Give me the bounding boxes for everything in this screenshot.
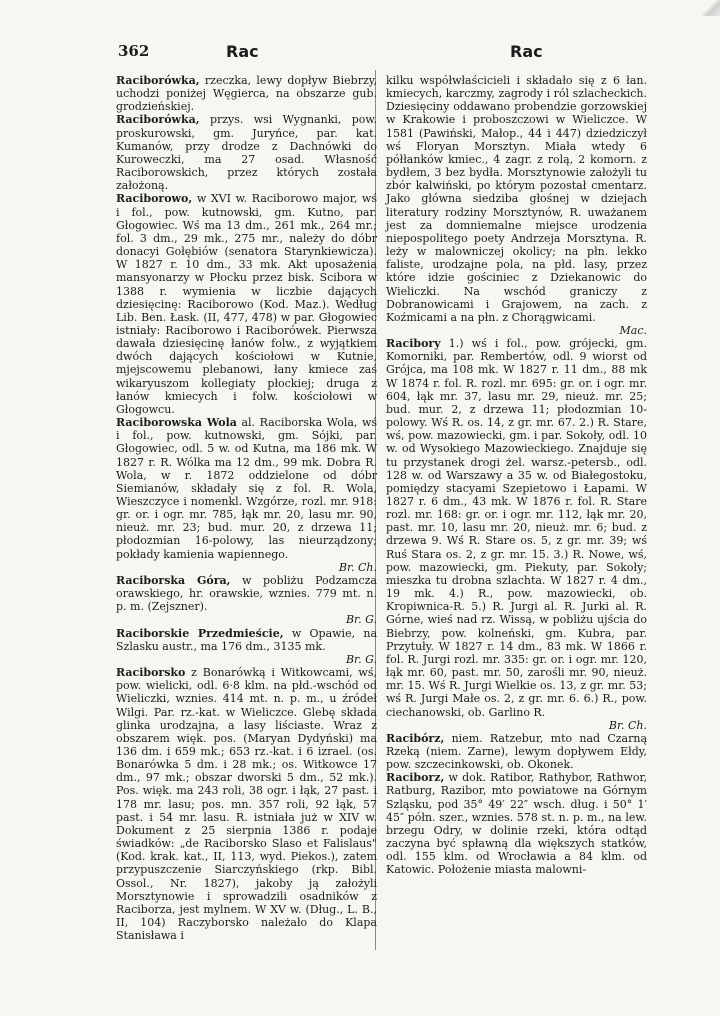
entry <box>386 74 647 337</box>
entry <box>116 192 377 416</box>
entry-body: w dok. Ratibor, Rathybor, Rathwor, Ratburg, Razibor, mto powiatowe na Górnym Szląsku, pod 35° 49′ 22″ wsch. dług. i 50° 1′ 45″ półn. szer., wznies. 578 st. n. p. m., na lew. brzegu Odry, w dolinie rzeki, która odtąd zaczyna być spławną dla większych statków, odl. 155 klm. od Wrocławia a 84 klm. od Katowic. Położenie miasta malowni- <box>386 771 647 877</box>
page-corner <box>702 0 720 16</box>
entry-headword: Raciborskie Przedmieście, <box>116 626 284 640</box>
entry-headword: Raciborowska Wola <box>116 416 237 430</box>
running-head-right: Rac <box>510 42 543 61</box>
page-header <box>0 42 720 64</box>
entry-headword: Racibórz, <box>386 731 445 745</box>
author-signature: Mac. <box>619 323 647 337</box>
entry-headword: Raciborowo, <box>116 192 193 206</box>
author-signature: Br. Ch. <box>608 718 647 732</box>
left-column <box>116 74 377 942</box>
author-signature: Br. G. <box>345 613 377 627</box>
author-signature: Br. Ch. <box>338 560 377 574</box>
entry-body: niem. Ratzebur, mto nad Czarną Rzeką (niem. Zarne), lewym dopływem Ełdy, pow. szczecinkowski, ob. Okonek. <box>386 731 647 772</box>
entry-body: al. Raciborska Wola, wś i fol., pow. kutnowski, gm. Sójki, par. Głogowiec, odl. 5 w. od Kutna, ma 186 mk. W 1827 r. R. Wólka ma 12 dm., 99 mk. Dobra R. Wola, w r. 1872 oddzielone od dóbr Siemianów, składały się z fol. R. Wola, Wieszczyce i nomenkl. Wzgórze, rozl. mr. 918: gr. or. i ogr. mr. 785, łąk mr. 20, lasu mr. 90, nieuż. mr. 23; bud. mur. 20, z drzewa 11; płodozmian 16-polowy, las nieurządzony; pokłady kamienia wapiennego. <box>116 416 377 561</box>
entry-body: w XVI w. Raciborowo major, wś i fol., pow. kutnowski, gm. Kutno, par. Głogowiec. Wś ma 13 dm., 261 mk., 264 mr.; fol. 3 dm., 29 mk., 275 mr., należy do dóbr donacyi Gołębiów (senatora Starynkiewicza). W 1827 r. 10 dm., 33 mk. Akt uposażenia mansyonarzy w Płocku przez bisk. Sciborа w 1388 r. wymienia w liczbie dających dziesięcinę: Raciborowo (Kod. Maz.). Według Lib. Ben. Łask. (II, 477, 478) w par. Głogowiec istniały: Raciborowo i Raciborówek. Pierwsza dawała dziesięcinę łanów folw., z wyjątkiem dwóch dających kościołowi w Kutnie, mjejscowemu plebanowi, łany kmiece zaś wikaryuszom kollegiaty płockiej; druga z łanów kmiecych i folw. kościołowi w Głogowcu. <box>116 192 377 416</box>
entry <box>116 74 377 113</box>
running-head-left: Rac <box>226 42 259 61</box>
entry-body: kilku współwłaścicieli i składało się z 6 łan. kmiecych, karczmy, zagrody i ról szlacheckich. Dziesięciny oddawano probendzie gorzowskiej w Krakowie i proboszczowi w Wieliczce. W 1581 (Pawiński, Małop., 44 i 447) dziedziczył wś Floryan Morsztyn. Miała wtedy 6 półłanków kmiec., 4 zagr. z rolą, 2 komorn. z bydłem, 3 bez bydła. Morsztynowie założyli tu zbór kalwiński, po którym pozostał cmentarz. Jako główna siedziba głośnej w dziejach literatury rodziny Morsztynów, R. uważanem jest za domniemalne miejsce urodzenia niepospolitego poety Andrzeja Morsztyna. R. leży w malowniczej okolicy; na płn. lekko faliste, urodzajne pola, na płd. lasy, przez które idzie gościniec z Dziekanowic do Wieliczki. Na wschód graniczy z Dobranowicami i Grajowem, na zach. z Koźmicami a na płn. z Chorągwicami. <box>386 74 647 324</box>
entry-body: rzeczka, lewy dopływ Biebrzy, uchodzi poniżej Węgierca, na obszarze gub. grodzieńskiej. <box>116 74 377 114</box>
entry-headword: Raciborówka, <box>116 113 200 127</box>
entry <box>116 113 377 192</box>
author-signature: Br. G. <box>345 652 377 666</box>
entry-headword: Raciborówka, <box>116 74 200 87</box>
entry <box>386 732 647 771</box>
entry-headword: Racibory <box>386 337 441 351</box>
entry-headword: Raciborsko <box>116 666 186 680</box>
entry-headword: Raciborska Góra, <box>116 573 231 587</box>
entry <box>386 337 647 732</box>
entry-body: w pobliżu Podzamcza orawskiego, hr. orawskie, wznies. 779 mt. n. p. m. (Zejszner). <box>116 573 377 614</box>
entry-body: przys. wsi Wygnanki, pow. proskurowski, gm. Juryńce, par. kat. Kumanów, przy drodze z Dachnówki do Kuroweczki, ma 27 osad. Własność Raciborowskich, przez których została założoną. <box>116 113 377 193</box>
page-number: 362 <box>118 42 150 60</box>
entry-headword: Raciborz, <box>386 771 445 785</box>
entry-body: w Opawie, na Szlasku austr., ma 176 dm., 3135 mk. <box>116 626 377 653</box>
entry <box>116 666 377 942</box>
entry <box>116 627 377 666</box>
entry <box>116 416 377 574</box>
right-column <box>386 74 647 877</box>
entry <box>386 771 647 876</box>
entry-body: 1.) wś i fol., pow. grójecki, gm. Komorniki, par. Rembertów, odl. 9 wiorst od Grójca, ma 108 mk. W 1827 r. 11 dm., 88 mk W 1874 r. fol. R. rozl. mr. 695: gr. or. i ogr. mr. 604, łąk mr. 37, lasu mr. 29, nieuż. mr. 25; bud. mur. 2, z drzewa 11; płodozmian 10-polowy. Wś R. os. 14, z gr. mr. 67. 2.) R. Stare, wś, pow. mazowiecki, gm. i par. Sokoły, odl. 10 w. od Wysokiego Mazowieckiego. Znajduje się tu przystanek drogi żel. warsz.-petersb., odl. 128 w. od Warszawy a 35 w. od Białegostoku, pomiędzy stacyami Szepietowo i Łapami. W 1827 r. 6 dm., 43 mk. W 1876 r. fol. R. Stare rozl. mr. 168: gr. or. i ogr. mr. 112, łąk mr. 20, past. mr. 10, lasu mr. 20, nieuż. mr. 6; bud. z drzewa 9. Wś R. Stare os. 5, z gr. mr. 39; wś Ruś Stara os. 2, z gr. mr. 15. 3.) R. Nowe, wś, pow. mazowiecki, gm. Piekuty, par. Sokoły; mieszka tu drobna szlachta. W 1827 r. 4 dm., 19 mk. 4.) R., pow. mazowiecki, ob. Kropiwnica-R. 5.) R. Jurgi al. R. Jurki al. R. Górne, wieś nad rz. Wissą, w pobliżu ujścia do Biebrzy, pow. kolneński, gm. Kubra, par. Przytuły. W 1827 r. 14 dm., 83 mk. W 1866 r. fol. R. Jurgi rozl. mr. 335: gr. or. i ogr. mr. 120, łąk mr. 60, past. mr. 50, zarośli mr. 90, nieuż. mr. 15. Wś R. Jurgi Wielkie os. 13, z gr. mr. 53; wś R. Jurgi Małe os. 2, z gr. mr. 6. 6.) R., pow. ciechanowski, ob. Garlino R. <box>386 337 647 719</box>
entry-body: z Bonarówką i Witkowcami, wś, pow. wielicki, odl. 6·8 klm. na płd.-wschód od Wieliczki, wznies. 414 mt. n. p. m., u źródeł Wilgi. Par. rz.-kat. w Wieliczce. Glebę składa glinka urodzajna, a lasy liściaste. Wraz z obszarem więk. pos. (Maryan Dydyński) ma 136 dm. i 659 mk.; 653 rz.-kat. i 6 izrael. (os. Bonarówka 5 dm. i 28 mk.; os. Witkowce 17 dm., 97 mk.; obszar dworski 5 dm., 52 mk.). Pos. więk. ma 243 roli, 38 ogr. i łąk, 27 past. i 178 mr. lasu; pos. mn. 357 roli, 92 łąk, 57 past. i 54 mr. lasu. R. istniała już w XIV w. Dokument z 25 sierpnia 1386 r. podaje świadków: „de Raciborsko Slaso et Falislaus" (Kod. krak. kat., II, 113, wyd. Piekos.), zatem przypuszczenie Siarczyńskiego (rkp. Bibl. Ossol., Nr. 1827), jakoby ją założyli Morsztynowie i sprowadzili osadników z Raciborza, jest mylnem. W XV w. (Dług., L. B., II, 104) Raczyborsko należało do Klapa Stanisława i <box>116 666 377 943</box>
entry <box>116 574 377 627</box>
